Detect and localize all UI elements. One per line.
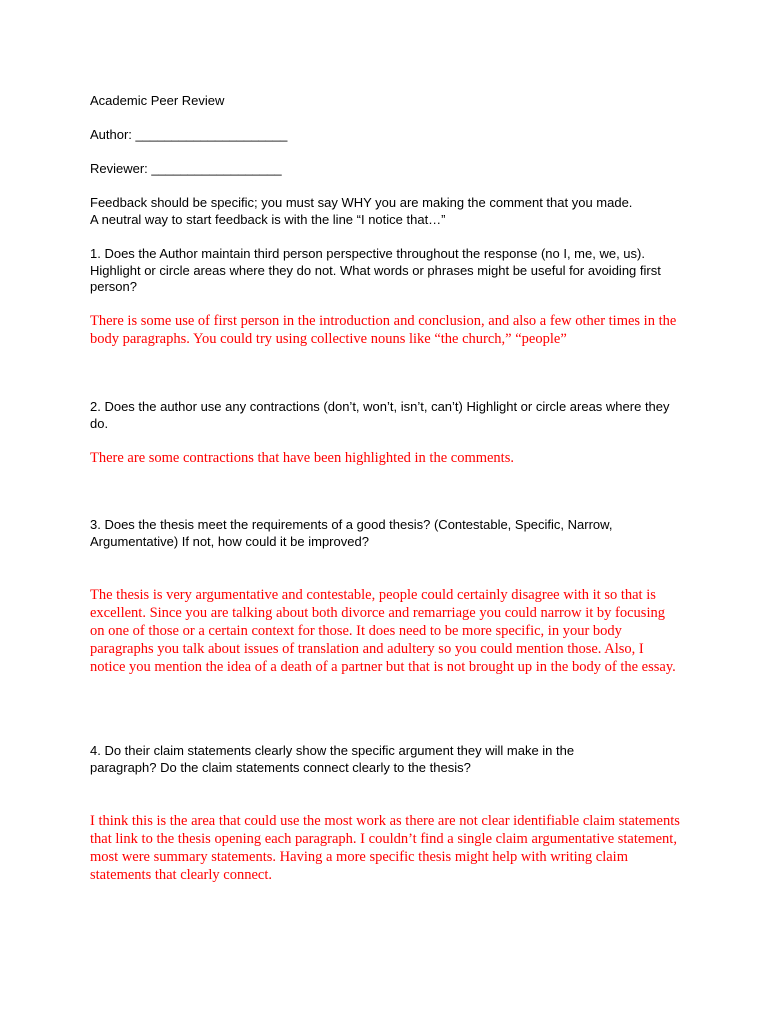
document-title: Academic Peer Review bbox=[90, 93, 225, 108]
question-2: 2. Does the author use any contractions (don’t, won’t, isn’t, can’t) Highlight or circle areas where they do. bbox=[90, 399, 670, 431]
author-field: Author: _____________________ bbox=[90, 127, 288, 142]
instructions-line-2: A neutral way to start feedback is with the line “I notice that…” bbox=[90, 211, 446, 227]
reviewer-field: Reviewer: __________________ bbox=[90, 161, 282, 176]
answer-4: I think this is the area that could use the most work as there are not clear identifiable claim statements that link to the thesis opening each paragraph. I couldn’t find a single claim argumentative statement, most were summary statements. Having a more specific thesis might help with writing claim statements that clearly connect. bbox=[90, 813, 680, 883]
instructions-line-1: Feedback should be specific; you must say WHY you are making the comment that you made. bbox=[90, 195, 633, 210]
question-4: 4. Do their claim statements clearly show the specific argument they will make in the paragraph? Do the claim statements connect clearly to the thesis? bbox=[90, 743, 575, 775]
question-1: 1. Does the Author maintain third person perspective throughout the response (no I, me, we, us). Highlight or circle areas where they do not. What words or phrases might be useful for avoiding first person? bbox=[90, 246, 661, 294]
question-3: 3. Does the thesis meet the requirements of a good thesis? (Contestable, Specific, Narrow, Argumentative) If not, how could it be improved? bbox=[90, 517, 613, 549]
answer-2: There are some contractions that have been highlighted in the comments. bbox=[90, 450, 514, 466]
instructions bbox=[90, 195, 690, 228]
answer-1: There is some use of first person in the introduction and conclusion, and also a few other times in the body paragraphs. You could try using collective nouns like “the church,” “people” bbox=[90, 313, 677, 347]
answer-3: The thesis is very argumentative and contestable, people could certainly disagree with it so that is excellent. Since you are talking about both divorce and remarriage you could narrow it by focusing on one of those or a certain context for those. It does need to be more specific, in your body paragraphs you talk about issues of translation and adultery so you could mention those. Also, I notice you mention the idea of a death of a partner but that is not brought up in the body of the essay. bbox=[90, 587, 676, 675]
